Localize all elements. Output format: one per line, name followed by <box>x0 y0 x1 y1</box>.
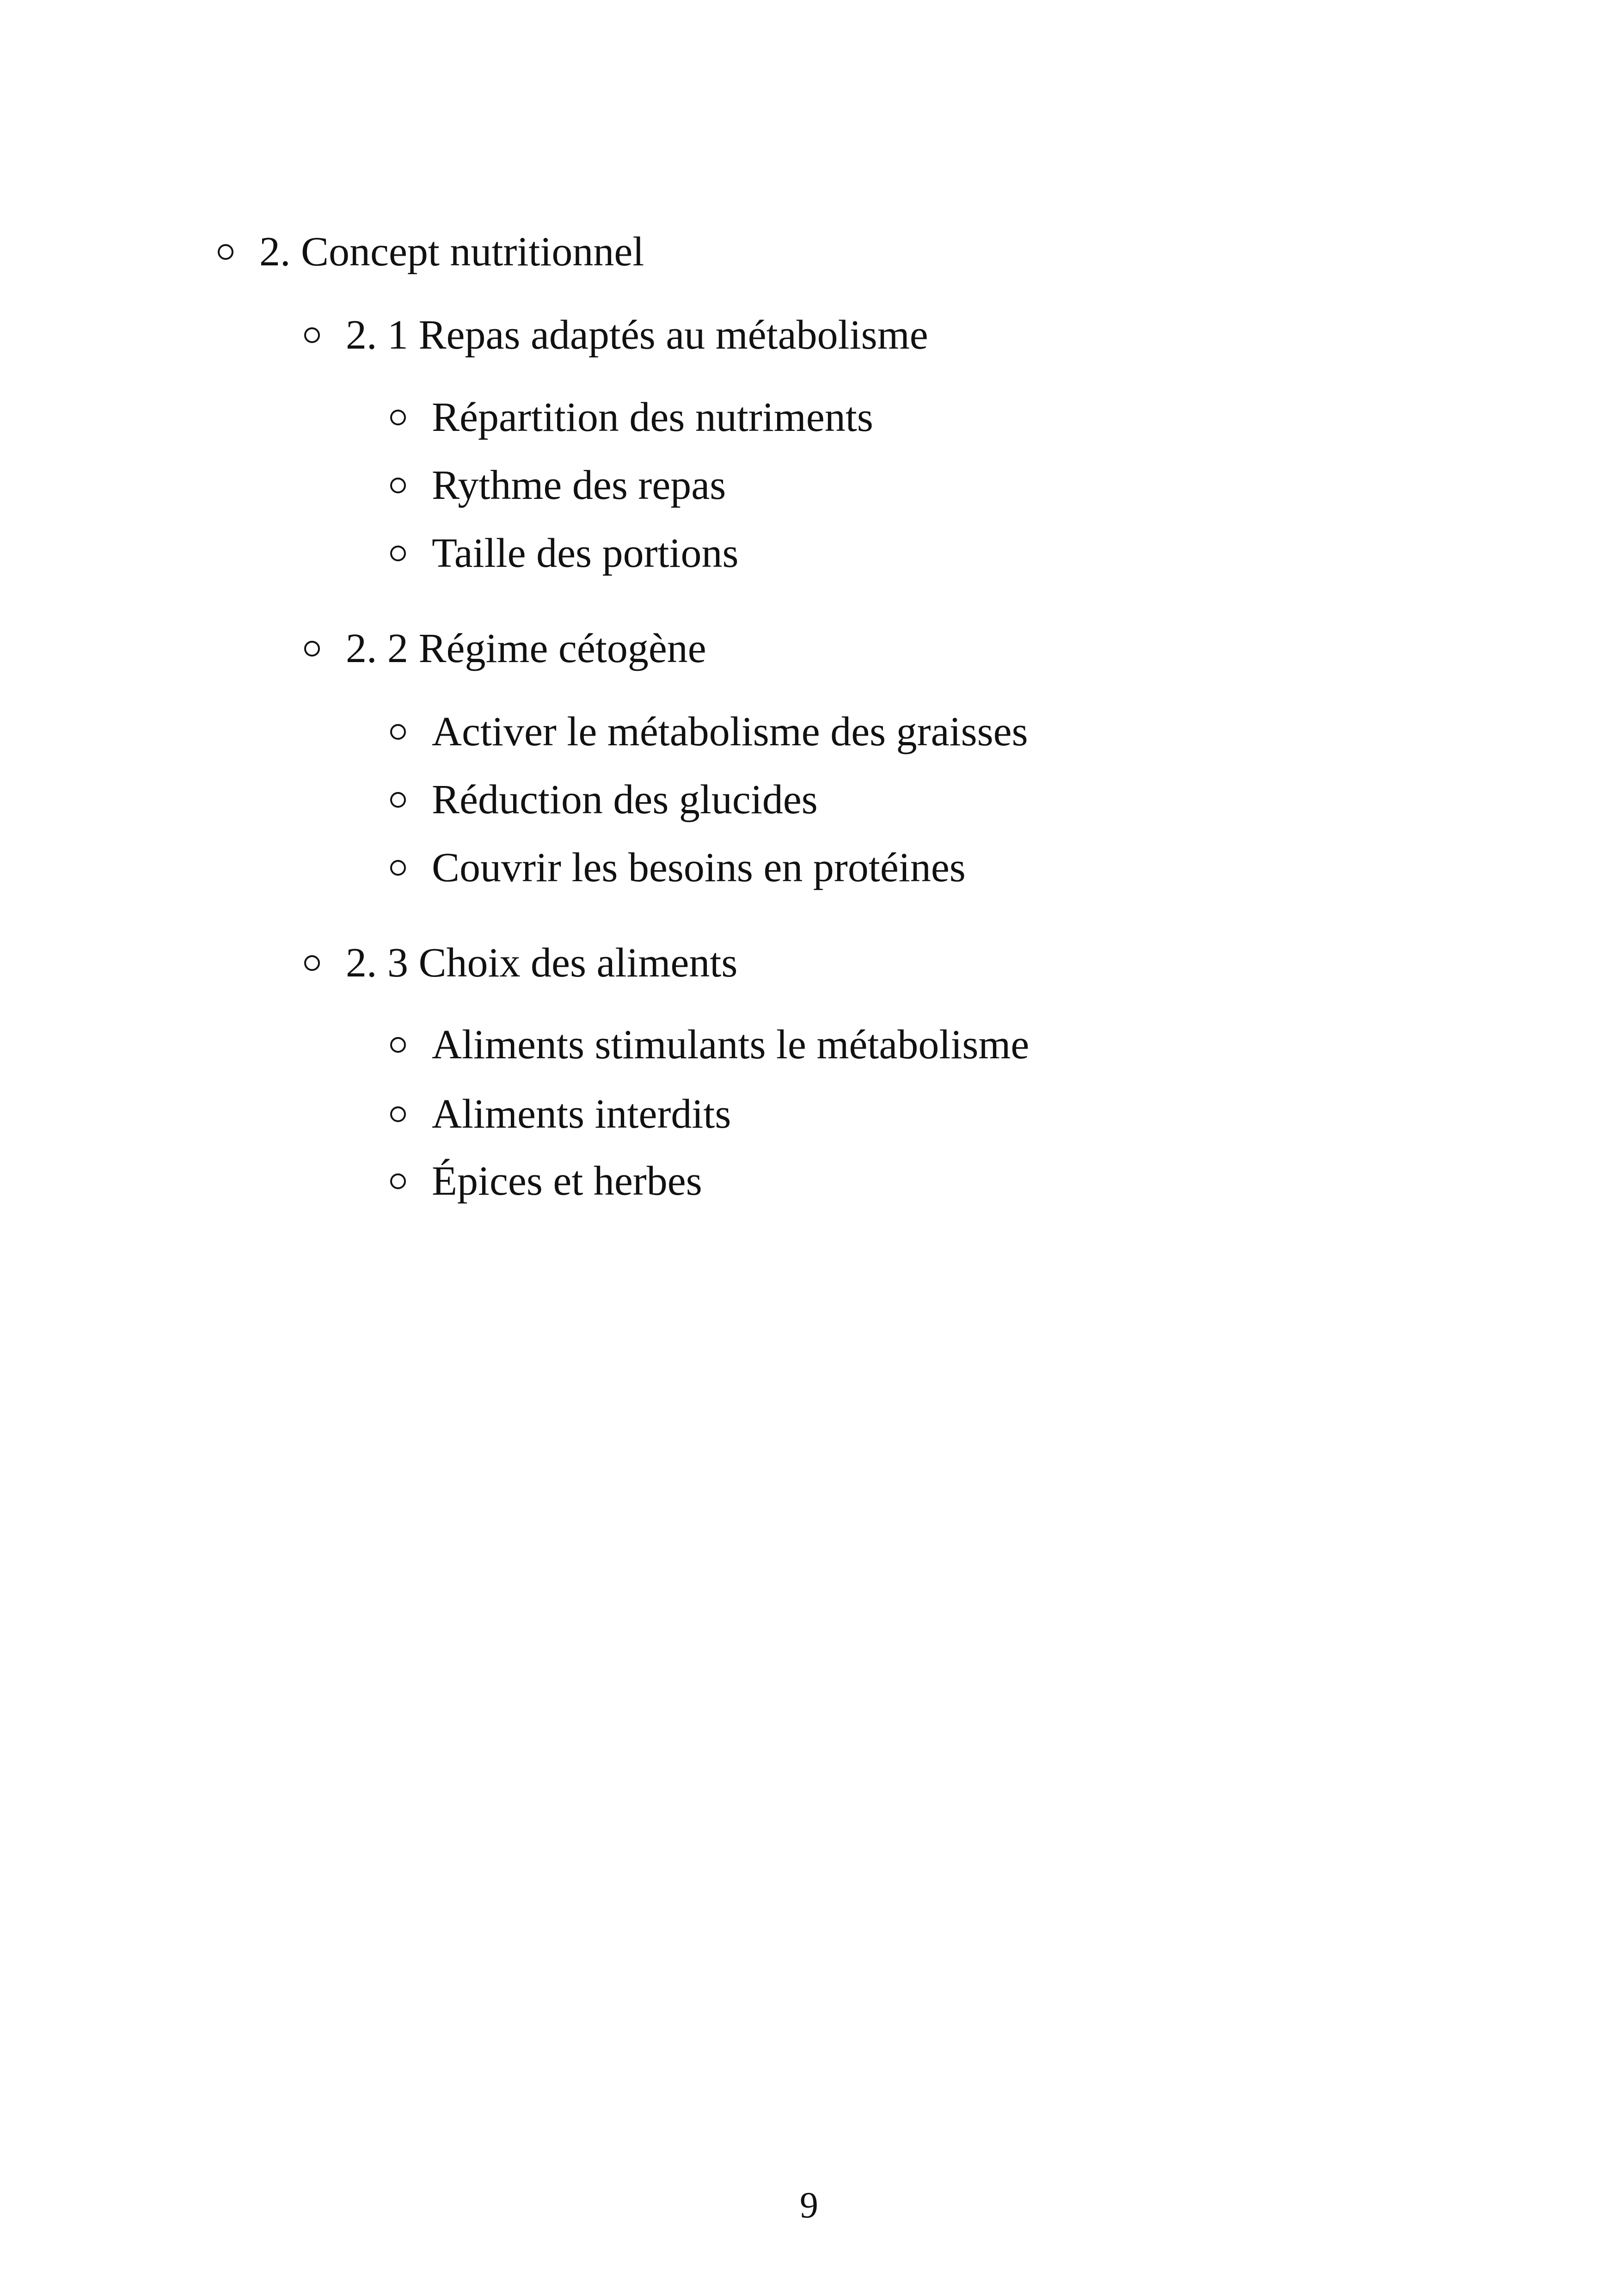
outline-item <box>390 1160 702 1202</box>
outline-subsection <box>304 942 737 984</box>
outline-item <box>390 711 1028 753</box>
hollow-circle-bullet-icon <box>390 792 406 808</box>
page-number: 9 <box>800 2185 818 2226</box>
hollow-circle-bullet-icon <box>390 546 406 561</box>
outline-section-label: 2. Concept nutritionnel <box>259 229 644 275</box>
outline-section <box>218 231 644 273</box>
outline-item <box>390 462 726 508</box>
outline-item <box>390 394 873 440</box>
outline-item <box>390 847 966 889</box>
outline-subsection <box>304 314 928 356</box>
hollow-circle-bullet-icon <box>304 955 320 971</box>
outline-subsection <box>304 628 706 669</box>
outline-item <box>390 1093 731 1135</box>
outline-item-label: Taille des portions <box>432 530 739 576</box>
hollow-circle-bullet-icon <box>390 860 406 876</box>
hollow-circle-bullet-icon <box>304 327 320 343</box>
outline-item <box>390 530 739 576</box>
outline-item-label: Activer le métabolisme des graisses <box>432 709 1028 755</box>
outline-subsection-label: 2. 3 Choix des aliments <box>346 940 738 986</box>
outline-item-label: Rythme des repas <box>432 462 726 508</box>
outline-item-label: Répartition des nutriments <box>432 394 873 440</box>
hollow-circle-bullet-icon <box>390 1037 406 1053</box>
outline-item-label: Réduction des glucides <box>432 777 818 823</box>
outline-item-label: Aliments interdits <box>432 1091 731 1137</box>
hollow-circle-bullet-icon <box>390 478 406 493</box>
outline-item-label: Aliments stimulants le métabolisme <box>432 1022 1030 1068</box>
hollow-circle-bullet-icon <box>304 641 320 657</box>
hollow-circle-bullet-icon <box>390 724 406 740</box>
outline-item-label: Couvrir les besoins en protéines <box>432 845 966 890</box>
hollow-circle-bullet-icon <box>390 1106 406 1122</box>
hollow-circle-bullet-icon <box>390 1173 406 1189</box>
outline-item <box>390 1024 1029 1066</box>
hollow-circle-bullet-icon <box>390 410 406 425</box>
outline-item <box>390 779 818 821</box>
outline-subsection-label: 2. 1 Repas adaptés au métabolisme <box>346 312 928 358</box>
outline-item-label: Épices et herbes <box>432 1158 702 1204</box>
outline-subsection-label: 2. 2 Régime cétogène <box>346 626 706 671</box>
hollow-circle-bullet-icon <box>218 244 233 260</box>
